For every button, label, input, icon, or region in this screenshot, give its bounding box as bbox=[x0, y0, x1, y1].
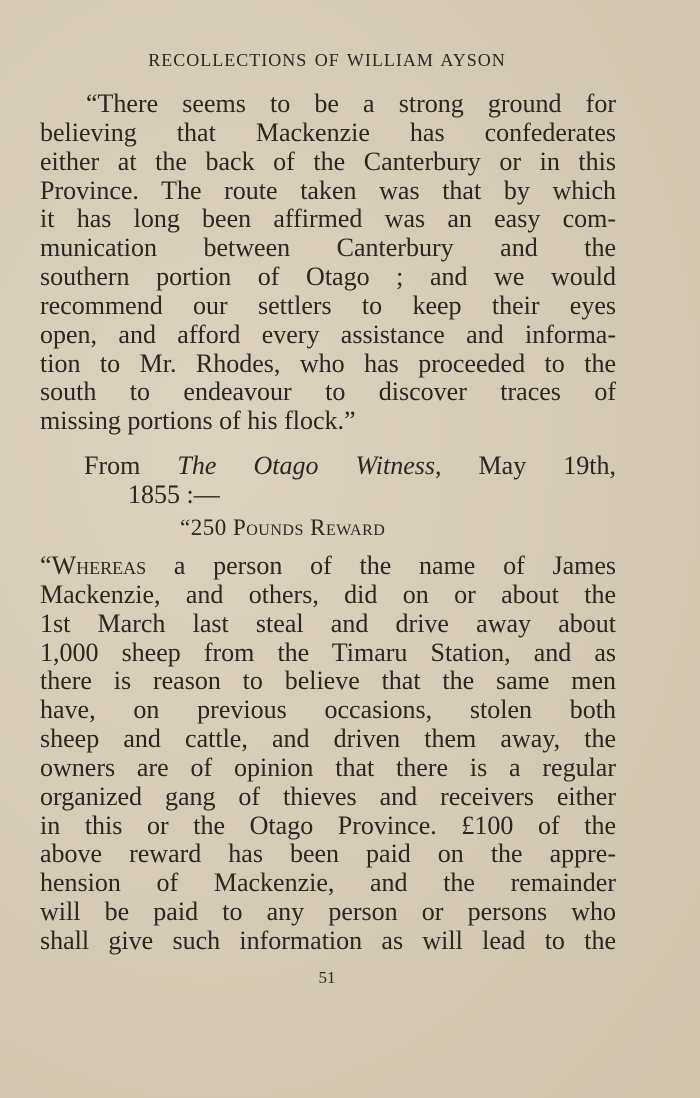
text-line: Mackenzie, and others, did on or about the bbox=[40, 579, 616, 609]
text-line: tion to Mr. Rhodes, who has proceeded to the bbox=[40, 348, 616, 378]
quoted-paragraph bbox=[40, 90, 616, 436]
text-line: southern portion of Otago ; and we would bbox=[40, 262, 616, 292]
text-line: will be paid to any person or persons who bbox=[40, 897, 616, 927]
text-line: shall give such information as will lead to the bbox=[40, 925, 616, 955]
text-line: missing portions of his flock.” bbox=[40, 406, 356, 436]
running-head: RECOLLECTIONS OF WILLIAM AYSON bbox=[148, 50, 506, 70]
text-line: Province. The route taken was that by which bbox=[40, 175, 616, 205]
text-line: in this or the Otago Province. £100 of the bbox=[40, 810, 616, 840]
opening-word: “Whereas bbox=[40, 551, 147, 580]
text-line: there is reason to believe that the same men bbox=[40, 666, 616, 696]
text-line: have, on previous occasions, stolen both bbox=[40, 695, 616, 725]
publication-title: The Otago Witness, bbox=[177, 451, 442, 480]
text-line: above reward has been paid on the appre- bbox=[40, 839, 616, 869]
text-line: recommend our settlers to keep their eyes bbox=[40, 290, 616, 320]
text-line: either at the back of the Canterbury or in this bbox=[40, 146, 616, 176]
text-line: south to endeavour to discover traces of bbox=[40, 377, 616, 407]
text-line: “There seems to be a strong ground for bbox=[86, 89, 616, 118]
source-citation bbox=[84, 452, 616, 510]
citation-year: 1855 :— bbox=[128, 479, 220, 509]
page-number: 51 bbox=[318, 968, 336, 987]
text-line bbox=[40, 552, 616, 581]
reward-heading: “250 Pounds Reward bbox=[180, 515, 386, 540]
text-line: sheep and cattle, and driven them away, the bbox=[40, 724, 616, 754]
text-line: open, and afford every assistance and informa- bbox=[40, 319, 616, 349]
text-line: organized gang of thieves and receivers either bbox=[40, 781, 616, 811]
opening-rest: a person of the name of James bbox=[146, 551, 616, 580]
text-line: hension of Mackenzie, and the remainder bbox=[40, 868, 616, 898]
text-line: 1st March last steal and drive away about bbox=[40, 608, 616, 638]
text-line: munication between Canterbury and the bbox=[40, 233, 616, 263]
text-line: owners are of opinion that there is a regular bbox=[40, 752, 616, 782]
citation-prefix: From bbox=[84, 451, 178, 480]
text-line: believing that Mackenzie has confederates bbox=[40, 117, 616, 147]
reward-notice-paragraph bbox=[40, 552, 616, 956]
text-line: it has long been affirmed was an easy com- bbox=[40, 204, 616, 234]
citation-line bbox=[84, 452, 616, 481]
text-line: 1,000 sheep from the Timaru Station, and as bbox=[40, 637, 616, 667]
citation-date: May 19th, bbox=[441, 451, 616, 480]
